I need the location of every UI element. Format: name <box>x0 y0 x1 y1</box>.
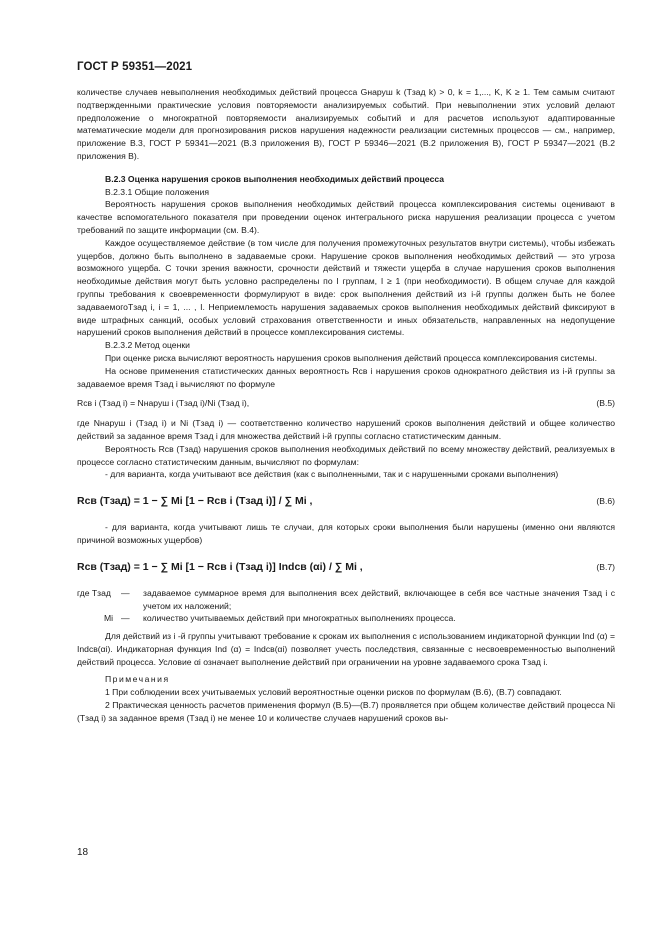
document-body <box>77 86 615 725</box>
section-heading: В.2.3 Оценка нарушения сроков выполнения необходимых действий процесса <box>105 173 445 184</box>
formula-number: (В.6) <box>596 496 615 507</box>
definition-item: Mi — количество учитываемых действий при многократных выполнениях процесса. <box>104 612 615 625</box>
formula-b6 <box>77 491 615 511</box>
document-header: ГОСТ Р 59351—2021 <box>77 61 193 73</box>
formula-expression: Rсв (Tзад) = 1 − ∑ Mi [1 − Rсв i (Tзад i)] / ∑ Mi , <box>77 495 313 508</box>
definition-symbol: Mi <box>104 613 114 624</box>
definitions-list <box>77 587 615 625</box>
paragraph: На основе применения статистических данных вероятность Rсв i нарушения сроков однократного действия из i-й группы за задаваемое время Tзад i вычисляют по формуле <box>77 365 615 389</box>
formula-number: (В.5) <box>596 398 615 409</box>
paragraph: - для варианта, когда учитывают лишь те случаи, для которых сроки выполнения были нарушены (именно они являются причиной возможных ущербов) <box>77 522 615 545</box>
formula-number: (В.7) <box>596 561 615 572</box>
paragraph: где Nнаруш i (Tзад i) и Ni (Tзад i) — соответственно количество нарушений сроков выполнения действий и общее количество действий за заданное время Tзад i для множества действий i-й группы согласно статистическим данным. <box>77 418 615 441</box>
note-item: 2 Практическая ценность расчетов применения формул (В.5)—(В.7) проявляется при общем количестве действий процесса Ni (Tзад i) за заданное время (Tзад i) не менее 10 и количестве случаев нарушений сроков вы- <box>77 700 615 723</box>
formula-b7 <box>77 557 615 577</box>
definition-text: количество учитываемых действий при многократных выполнениях процесса. <box>143 613 456 624</box>
paragraph: - для варианта, когда учитывают все действия (как с выполненными, так и с нарушенными сроками выполнения) <box>105 469 559 480</box>
formula-expression: Rсв (Tзад) = 1 − ∑ Mi [1 − Rсв i (Tзад i)] Indсв (αi) / ∑ Mi , <box>77 560 363 573</box>
definition-text: задаваемое суммарное время для выполнения всех действий, включающее в себя все частные значения Tзад i с учетом их наложений; <box>143 587 615 611</box>
page-number: 18 <box>77 847 89 858</box>
definition-symbol: где Tзад <box>77 587 111 598</box>
formula-expression: Rсв i (Tзад i) = Nнаруш i (Tзад i)/Ni (Tзад i), <box>77 398 250 409</box>
notes-title: Примечания <box>105 674 170 685</box>
subsection-heading: В.2.3.2 Метод оценки <box>105 340 190 351</box>
note-item: 1 При соблюдении всех учитываемых условий вероятностные оценки рисков по формулам (В.6), (В.7) совпадают. <box>105 687 562 698</box>
paragraph: При оценке риска вычисляют вероятность нарушения сроков выполнения действий процесса комплексирования системы. <box>105 352 597 363</box>
paragraph: Для действий из i -й группы учитывают требование к срокам их выполнения с использованием индикаторной функции Ind (α) = Indсв(αi). Индикаторная функция Ind (α) = Indсв(αi) позволяет учесть последствия, связанные с несвоевременностью выполнений действий процесса. Условие αi означает выполнение действий при ограничении на уровне задаваемого срока Tзад i. <box>77 631 615 667</box>
formula-b5 <box>77 397 615 410</box>
paragraph: Вероятность нарушения сроков выполнения необходимых действий процесса комплексирования системы оценивают в качестве вспомогательного показателя при проведении оценок интегрального риска нарушения реализации процесса с учетом требований по защите информации (см. В.4). <box>77 199 615 235</box>
subsection-heading: В.2.3.1 Общие положения <box>105 186 210 197</box>
paragraph: Вероятность Rсв (Tзад) нарушения сроков выполнения необходимых действий по всему множеству действий, реализуемых в процессе согласно статистическим данным, вычисляют по формулам: <box>77 443 615 467</box>
definition-item: где Tзад — задаваемое суммарное время для выполнения всех действий, включающее в себя все частные значения Tзад i с учетом их наложений; <box>77 587 615 611</box>
paragraph: количестве случаев невыполнения необходимых действий процесса Gнаруш k (Tзад k) > 0, k = 1,..., K, K ≥ 1. Тем самым считают подтвержденными практические условия повторяемости анализируемых событий. При невыполнении этих условий делают предположение о многократной повторяемости анализируемых событий и для расчетов используют адаптированные математические модели для прогнозирования рисков нарушения надежности реализации системных процессов — см., например, приложение В.3, ГОСТ Р 59341—2021 (В.3 приложения В), ГОСТ Р 59346—2021 (В.2 приложения В), ГОСТ Р 59347—2021 (В.2 приложения В). <box>77 87 615 161</box>
paragraph: Каждое осуществляемое действие (в том числе для получения промежуточных результатов внутри системы), чтобы избежать ущербов, должно быть выполнено в задаваемые сроки. Нарушение сроков выполнения необходимых действий — это угроза возможного ущерба. С точки зрения важности, срочности действий и тяжести ущерба в случае нарушения сроков выполнения необходимые действия могут быть условно распределены по I группам, I ≥ 1 (при необходимости). В общем случае для каждой группы требования к своевременности формулируют в виде: срок выполнения действий из i-й группы должен быть не более задаваемогоTзад i, i = 1, ... , I. Неприемлемость нарушения задаваемых сроков выполнения необходимых действий фиксируют в виде штрафных санкций, особых условий страхования ответственности и иных обязательств, направленных на недопущение нарушений сроков выполнения действий в процессе комплексирования системы. <box>77 237 615 338</box>
